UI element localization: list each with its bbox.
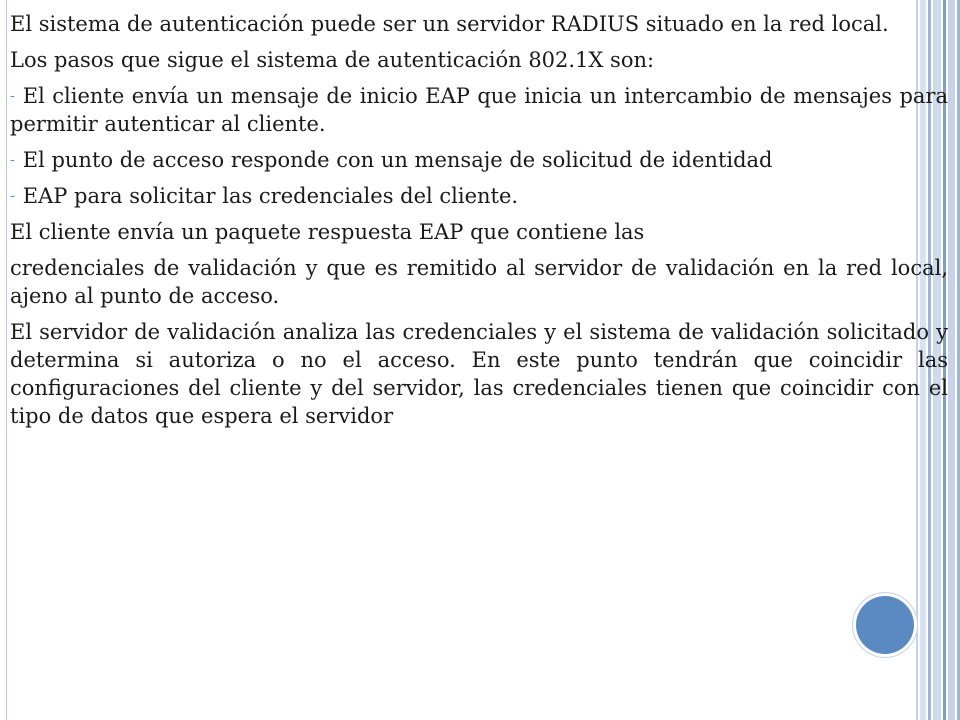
bullet-item bbox=[10, 82, 948, 138]
bullet-item bbox=[10, 146, 948, 174]
bullet-item bbox=[10, 182, 948, 210]
paragraph: credenciales de validación y que es remitido al servidor de validación en la red local, ajeno al punto de acceso. bbox=[10, 256, 948, 308]
bullet-dash: - bbox=[10, 88, 15, 104]
paragraph: El cliente envía un paquete respuesta EAP que contiene las bbox=[10, 220, 645, 244]
paragraph: El sistema de autenticación puede ser un servidor RADIUS situado en la red local. bbox=[10, 12, 889, 36]
bullet-text: EAP para solicitar las credenciales del cliente. bbox=[22, 184, 519, 208]
left-border-line bbox=[6, 0, 7, 720]
slide-body bbox=[10, 10, 948, 430]
bullet-text: El punto de acceso responde con un mensaje de solicitud de identidad bbox=[22, 148, 773, 172]
decorative-circle bbox=[856, 596, 914, 654]
bullet-dash: - bbox=[10, 152, 15, 168]
paragraph: Los pasos que sigue el sistema de autenticación 802.1X son: bbox=[10, 48, 655, 72]
bullet-dash: - bbox=[10, 188, 15, 204]
stripe bbox=[948, 0, 955, 720]
bullet-text: El cliente envía un mensaje de inicio EAP que inicia un intercambio de mensajes para permitir autenticar al cliente. bbox=[10, 84, 948, 136]
paragraph: El servidor de validación analiza las credenciales y el sistema de validación solicitado y determina si autoriza o no el acceso. En este punto tendrán que coincidir las configuraciones del cliente y del servidor, las credenciales tienen que coincidir con el tipo de datos que espera el servidor bbox=[10, 320, 948, 428]
